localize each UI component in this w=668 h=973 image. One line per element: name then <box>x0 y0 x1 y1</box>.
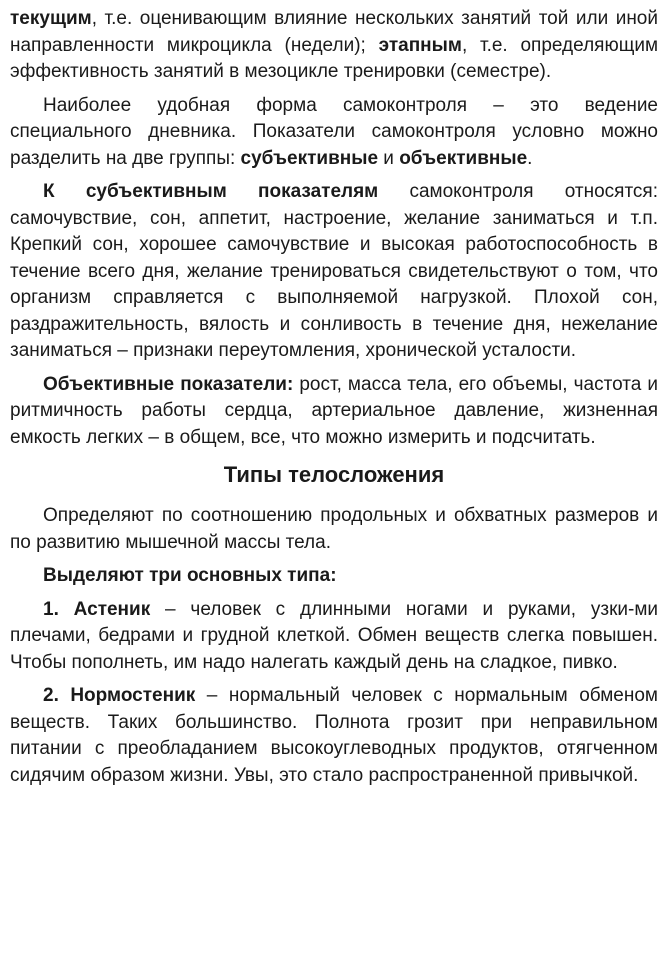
term-objective-indicators: Объективные показатели: <box>43 373 294 395</box>
term-asthenic: 1. Астеник <box>43 598 151 620</box>
term-current: текущим <box>10 8 92 29</box>
paragraph-three-types <box>10 563 658 590</box>
paragraph-normosthenic <box>10 683 658 789</box>
document-page <box>10 6 658 789</box>
paragraph-diary <box>10 93 658 173</box>
term-stage: этапным <box>378 34 462 56</box>
text-stage: , т.е. определяющим эффективность занятий в мезоцикле тренировки (семестре). <box>10 34 659 82</box>
term-objective: объективные <box>399 147 528 169</box>
paragraph-definition: Определяют по соотношению продольных и обхватных размеров и по развитию мышечной массы тела. <box>10 505 658 553</box>
term-three-types: Выделяют три основных типа: <box>43 565 337 586</box>
text-current: , т.е. оценивающим влияние нескольких занятий той или иной направленности микроцикла (недели); <box>10 8 658 56</box>
paragraph-control-types <box>10 6 658 86</box>
paragraph-subjective <box>10 179 658 365</box>
text-and: и <box>378 147 400 169</box>
text-normosthenic: – нормальный человек с нормальным обменом веществ. Таких большинство. Полнота грозит при неправильном питании с преобладанием высокоуглеводных продуктов, отягченном сидячим образом жизни. Увы, это стало распространенной привычкой. <box>10 685 658 786</box>
text-period: . <box>527 147 533 169</box>
text-objective: рост, масса тела, его объемы, частота и ритмичность работы сердца, артериальное давление, жизненная емкость легких – в общем, все, что можно измерить и подсчитать. <box>10 373 658 448</box>
term-normosthenic: 2. Нормостеник <box>43 685 196 706</box>
text-diary: Наиболее удобная форма самоконтроля – это ведение специального дневника. Показатели самоконтроля условно можно разделить на две группы: <box>10 94 658 169</box>
term-subjective: субъективные <box>240 147 379 169</box>
section-heading: Типы телосложения <box>223 462 445 487</box>
text-subjective: самоконтроля относятся: самочувствие, сон, аппетит, настроение, желание заниматься и т.п. Крепкий сон, хорошее самочувствие и высокая работоспособность в течение всего дня, желание тренироваться свидетельствуют о том, что организм справляется с выполняемой нагрузкой. Плохой сон, раздражительность, вялость и сонливость в течение дня, нежелание заниматься – признаки переутомления, хронической усталости. <box>10 181 658 361</box>
paragraph-objective <box>10 372 658 452</box>
term-subjective-indicators: К субъективным показателям <box>43 181 379 202</box>
text-asthenic: – человек с длинными ногами и руками, узки-ми плечами, бедрами и грудной клеткой. Обмен веществ слегка повышен. Чтобы пополнеть, им надо налегать каждый день на сладкое, пивко. <box>10 598 658 673</box>
paragraph-asthenic <box>10 597 658 677</box>
